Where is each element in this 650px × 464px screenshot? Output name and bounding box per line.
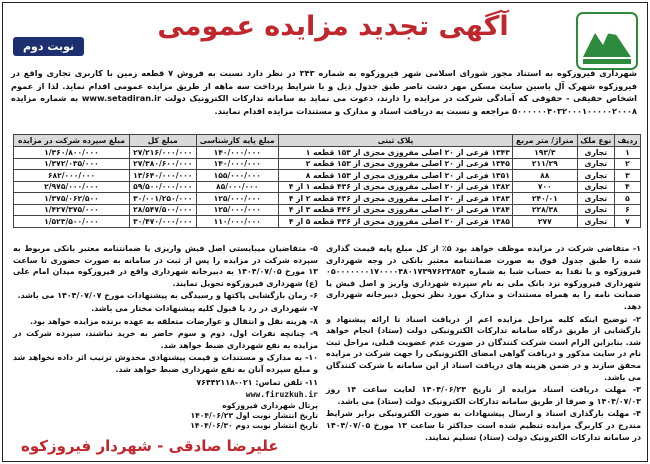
condition-item: ۵- متقاضیان میبایستی اصل فیش واریزی یا ضمانتنامه معتبر بانکی مربوط به سپرده شرکت در مزایده را پس از ثبت در سامانه به صورت حضوری تا ساعت ۱۳ مورخ ۱۴۰۴/۰۷/۰۵ به دبیرخانه شهرداری واقع در فیروزکوه میدان امام علی (ع) شهرداری فیروزکوه تحویل نمایند. — [13, 244, 318, 288]
cell-total: ۳۰/۰۰۱/۲۵۰/۰۰۰ — [129, 193, 196, 205]
cell-type: تجاری — [577, 193, 614, 205]
cell-row: ۱ — [614, 147, 640, 159]
cell-area: ۲۷۷ — [512, 216, 577, 228]
col-header-type: نوع ملک — [577, 135, 614, 147]
condition-item: ۱۱- تلفن تماس: ۰۲۱-۷۶۴۴۲۱۱۸ — [196, 377, 318, 387]
table-header-row — [14, 135, 641, 147]
cell-total: ۱۳/۶۴۰/۰۰۰/۰۰۰ — [129, 170, 196, 182]
cell-type: تجاری — [577, 216, 614, 228]
cell-base-price: ۱۱۰/۰۰۰/۰۰۰ — [196, 216, 279, 228]
cell-plaque: ۱۳۸۳ فرعی از ۲۰ اصلی مفروزی مجزی از ۴۳۶ قطعه ۲ از ۴ — [279, 193, 513, 205]
cell-deposit: ۲/۹۷۵/۰۰۰/۰۰۰ — [14, 181, 130, 193]
cell-base-price: ۱۴۰/۰۰۰/۰۰۰ — [196, 147, 279, 159]
cell-base-price: ۱۲۵/۰۰۰/۰۰۰ — [196, 204, 279, 216]
col-header-total: مبلغ کل — [129, 135, 196, 147]
conditions-column-left — [13, 243, 318, 432]
conditions-section — [13, 243, 641, 458]
cell-type: تجاری — [577, 170, 614, 182]
table-row — [14, 216, 641, 228]
first-publication-date: تاریخ انتشار نوبت اول ۱۴۰۴/۰۶/۲۳ — [190, 410, 318, 420]
cell-area: ۲۱۱/۲۹ — [512, 158, 577, 170]
cell-deposit: ۱/۴۲۷/۳۷۵/۰۰۰ — [14, 204, 130, 216]
table-row — [14, 193, 641, 205]
col-header-plaque: پلاک ثبتی — [279, 135, 513, 147]
condition-item: ۷- شهرداری در رد یا قبول کلیه پیشنهادات مختار می باشد. — [91, 303, 318, 313]
cell-area: ۲۲۸/۳۸ — [512, 204, 577, 216]
cell-deposit: ۱/۵۲۳/۵۰۰/۰۰۰ — [14, 216, 130, 228]
cell-area: ۷۰۰ — [512, 181, 577, 193]
cell-total: ۲۷/۳۸۰/۶۰۰/۰۰۰ — [129, 158, 196, 170]
cell-plaque: ۱۳۸۵ فرعی از ۲۰ اصلی مفروزی مجزی از ۴۳۶ قطعه ۵ از ۴ — [279, 216, 513, 228]
cell-area: ۲۴۰/۰۱ — [512, 193, 577, 205]
table-row — [14, 158, 641, 170]
cell-deposit: ۶۸۲/۰۰۰/۰۰۰ — [14, 170, 130, 182]
cell-deposit: ۱/۳۶۰/۸۰۰/۰۰۰ — [14, 147, 130, 159]
cell-type: تجاری — [577, 204, 614, 216]
cell-type: تجاری — [577, 181, 614, 193]
cell-base-price: ۸۵/۰۰۰/۰۰۰ — [196, 181, 279, 193]
publication-info — [13, 390, 318, 432]
page-title: آگهی تجدید مزایده عمومی — [157, 11, 509, 42]
round-badge: نوبت دوم — [13, 37, 84, 56]
col-header-row: ردیف — [614, 135, 640, 147]
col-header-deposit: مبلغ سپرده شرکت در مزایده — [14, 135, 130, 147]
cell-base-price: ۱۴۰/۰۰۰/۰۰۰ — [196, 158, 279, 170]
condition-item: ۴- مهلت بارگذاری اسناد و ارسال پیشنهادات به صورت الکترونیکی برابر شرایط مندرج در کاربرگ مزایده تنظیم شده است حداکثر تا ساعت ۱۳ مورخ ۱۴۰۴/۰۷/۰۵ در سامانه تدارکات الکترونیک دولت (ستاد) تسلیم نمایند. — [326, 409, 642, 442]
second-publication-date: تاریخ انتشار نوبت دوم ۱۴۰۴/۰۶/۳۰ — [190, 421, 318, 431]
cell-area: ۸۸ — [512, 170, 577, 182]
condition-item: ۲- توضیح اینکه کلیه مراحل مزایده اعم از دریافت اسناد تا ارائه پیشنهاد و بازگشایی از طریق درگاه سامانه تدارکات الکترونیکی دولت (ستاد) انجام خواهد شد. بنابراین الزام است شرکت کنندگان در صورت عدم عضویت قبلی، مراحل ثبت نام در سایت مذکور و دریافت گواهی امضای الکترونیکی را جهت شرکت در مزایده محقق سازند و در ضمن هزینه های دریافت اسناد از این سامانه با شرکت کنندگان می باشد. — [326, 314, 641, 382]
auction-table — [13, 134, 641, 228]
col-header-base-price: مبلغ پایه کارشناسی — [196, 135, 279, 147]
website-link[interactable]: www.firuzkuh.ir — [245, 390, 318, 400]
cell-area: ۱۹۳/۳ — [512, 147, 577, 159]
cell-plaque: ۱۳۴۳ فرعی از ۲۰ اصلی مفروزی مجزی از ۱۵۳ قطعه ۱ — [279, 147, 513, 159]
cell-deposit: ۱/۳۷۵/۰۶۲/۵۰۰ — [14, 193, 130, 205]
municipality-logo-icon — [575, 11, 639, 71]
cell-total: ۳۰/۴۷۰/۰۰۰/۰۰۰ — [129, 216, 196, 228]
cell-row: ۶ — [614, 204, 640, 216]
cell-total: ۲۷/۲۱۶/۰۰۰/۰۰۰ — [129, 147, 196, 159]
cell-row: ۳ — [614, 170, 640, 182]
cell-total: ۲۸/۵۴۷/۵۰۰/۰۰۰ — [129, 204, 196, 216]
condition-item: ۱- متقاضی شرکت در مزایده موظف خواهد بود ۵٪ از کل مبلغ پایه قیمت گذاری شده را طبق جدول فوق به صورت ضمانتنامه معتبر بانکی در وجه شهرداری فیروزکوه و یا نقدا به حساب شبا به شماره ۰۵۰۰۰۰۰۰۰۱۷۰۰۰۰۴۸۰۱۷۳۹۷۶۲۳۸۵۴ شهرداری فیروزکوه نزد بانک ملی به نام سپرده شهرداری واریز و اصل فیش یا ضمانت نامه را به همراه مستندات و مدارک مورد نظر تحویل دبیرخانه شهرداری دهد. — [326, 244, 641, 311]
cell-plaque: ۱۳۸۲ فرعی از ۲۰ اصلی مفروزی مجزی از ۴۳۶ قطعه ۱ از ۴ — [279, 181, 513, 193]
cell-plaque: ۱۳۸۴ فرعی از ۲۰ اصلی مفروزی مجزی از ۴۳۶ قطعه ۳ از ۴ — [279, 204, 513, 216]
cell-row: ۲ — [614, 158, 640, 170]
intro-paragraph: شهرداری فیروزکوه به استناد مجوز شورای اسلامی شهر فیروزکوه به شماره ۳۴۳ در نظر دارد نسبت به فروش ۷ قطعه زمین با کاربری تجاری واقع در فیروزکوه شهرک آل یاسین سایت مسکن مهر دشت ناصر طبق جدول ذیل و با شرایط پرداخت سه ماهه از طریق مزایده عمومی اقدام نماید. لذا از عموم اشخاص حقیقی - حقوقی که آمادگی شرکت در مزایده را دارند، دعوت می نماید به سامانه تدارکات الکترونیک دولت www.setadiran.ir به شماره مزایده ۵۰۰۰۰۰۰۴۰۳۲۰۰۰۱۰۰۰۰۰۲۰۰۰۸ مراجعه و نسبت به دریافت اسناد و مدارک و مستندات مزایده اقدام نمایند. — [11, 68, 637, 116]
table-row — [14, 147, 641, 159]
cell-row: ۵ — [614, 193, 640, 205]
cell-type: تجاری — [577, 147, 614, 159]
announcement-page — [2, 2, 648, 462]
conditions-column-right — [326, 243, 641, 444]
col-header-area: متراژ/ متر مربع — [512, 135, 577, 147]
cell-deposit: ۱/۳۷۲/۰۳۵/۰۰۰ — [14, 158, 130, 170]
cell-total: ۵۹/۵۰۰/۰۰۰/۰۰۰ — [129, 181, 196, 193]
cell-row: ۴ — [614, 181, 640, 193]
condition-item: ۳- مهلت دریافت اسناد مزایده از تاریخ ۱۴۰۴/۰۶/۲۳ لغایت ساعت ۱۴ روز ۱۴۰۴/۰۷/۰۳ و صرفا از طریق سامانه تدارکات الکترونیک دولت (ستاد) می باشد. — [326, 385, 641, 406]
cell-plaque: ۱۳۵۱ فرعی از ۲۰ اصلی مفروزی مجزی از ۱۵۳ قطعه ۸ — [279, 170, 513, 182]
table-row — [14, 170, 641, 182]
cell-type: تجاری — [577, 158, 614, 170]
mayor-signature: علیرضا صادقی - شهردار فیروزکوه — [21, 437, 279, 455]
condition-item: ۱۰- به مدارک و مستندات و قیمت پیشنهادی مخدوش ترتیب اثر داده نخواهد شد و مبلغ سپرده آنان به نفع شهرداری ضبط خواهد شد. — [13, 353, 318, 374]
condition-item: ۹- چنانچه نفرات اول، دوم و سوم حاضر به خرید نباشند، سپرده شرکت در مزایده به نفع شهرداری ضبط خواهد شد. — [13, 329, 318, 350]
cell-base-price: ۱۲۵/۰۰۰/۰۰۰ — [196, 193, 279, 205]
portal-label: پرتال شهرداری فیروزکوه — [222, 400, 318, 410]
condition-item: ۸- هزینه نقل و انتقال و عوارضات متعلقه به عهده برنده مزایده خواهد بود. — [30, 316, 318, 326]
table-row — [14, 181, 641, 193]
table-row — [14, 204, 641, 216]
cell-base-price: ۱۵۵/۰۰۰/۰۰۰ — [196, 170, 279, 182]
cell-row: ۷ — [614, 216, 640, 228]
condition-item: ۶- زمان بازگشایی پاکتها و رسیدگی به پیشنهادات مورخ ۱۴۰۴/۰۷/۰۷ می باشد. — [17, 291, 318, 301]
cell-plaque: ۱۳۴۵ فرعی از ۲۰ اصلی مفروزی مجزی از ۱۵۳ قطعه ۲ — [279, 158, 513, 170]
